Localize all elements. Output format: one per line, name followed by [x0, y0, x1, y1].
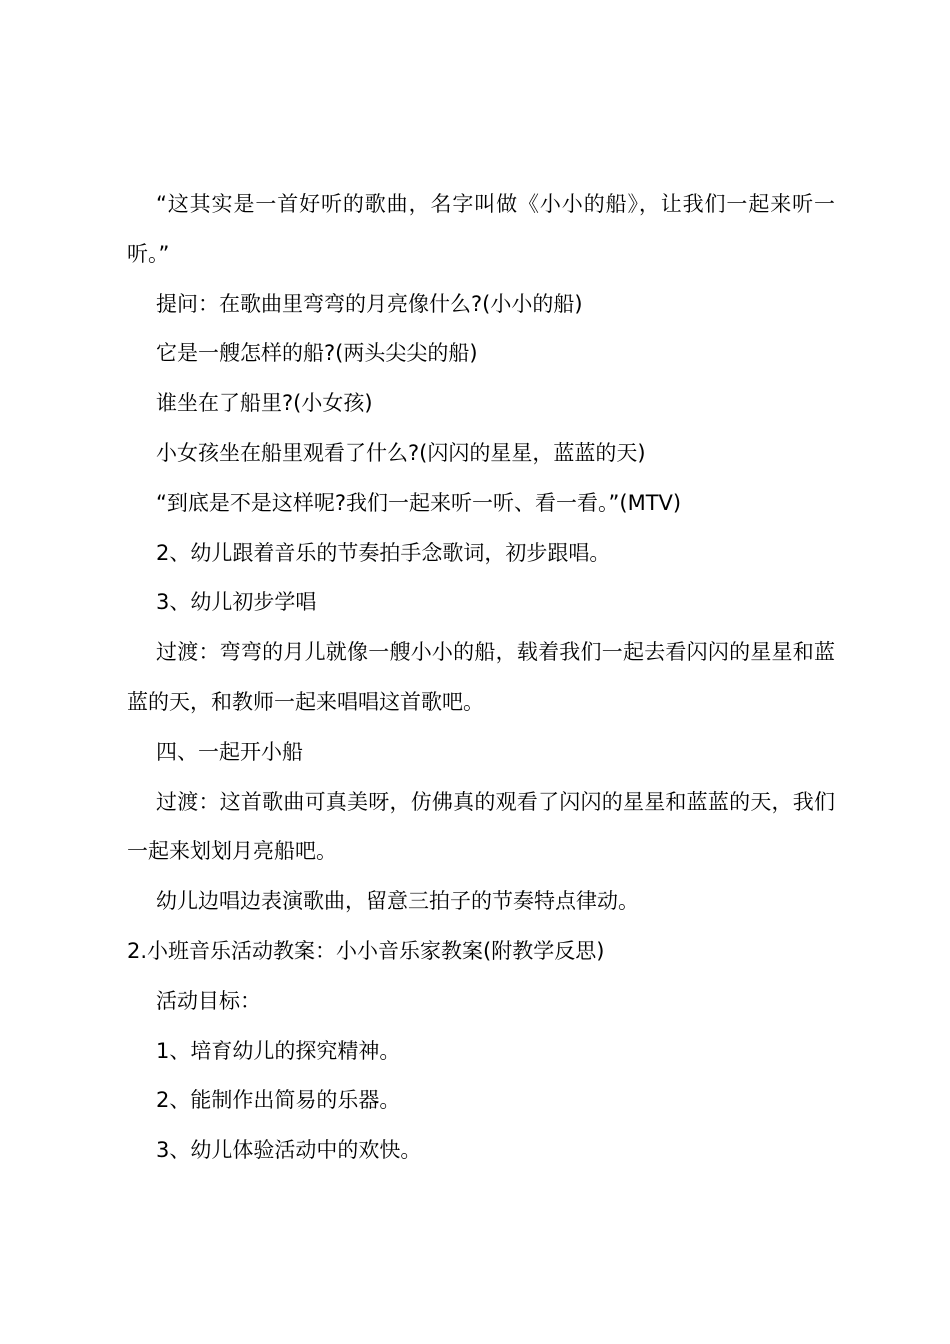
paragraph-goals-label: 活动目标： [156, 988, 261, 1013]
goal-item-1: 1、培育幼儿的探究精神。 [156, 1038, 401, 1063]
paragraph-step-3: 3、幼儿初步学唱 [156, 590, 317, 615]
paragraph-transition-2: 过渡：这首歌曲可真美呀，仿佛真的观看了闪闪的星星和蓝蓝的天，我们一起来划划月亮船吧。 [127, 789, 835, 864]
document-body [127, 180, 835, 1176]
paragraph-mtv: “到底是不是这样呢?我们一起来听一听、看一看。”(MTV) [156, 490, 682, 515]
goal-item-2: 2、能制作出简易的乐器。 [156, 1088, 401, 1113]
goal-item-3: 3、幼儿体验活动中的欢快。 [156, 1138, 422, 1163]
section-heading: 2.小班音乐活动教案：小小音乐家教案(附教学反思) [127, 938, 605, 963]
paragraph-song-intro: “这其实是一首好听的歌曲，名字叫做《小小的船》，让我们一起来听一听。” [127, 192, 835, 266]
paragraph-transition-1: 过渡：弯弯的月儿就像一艘小小的船，载着我们一起去看闪闪的星星和蓝蓝的天，和教师一起来唱唱这首歌吧。 [127, 640, 835, 714]
paragraph-question-who: 谁坐在了船里?(小女孩) [156, 391, 373, 416]
paragraph-performance: 幼儿边唱边表演歌曲，留意三拍子的节奏特点律动。 [156, 889, 639, 914]
paragraph-question-what: 小女孩坐在船里观看了什么?(闪闪的星星，蓝蓝的天) [156, 440, 646, 465]
paragraph-step-2: 2、幼儿跟着音乐的节奏拍手念歌词，初步跟唱。 [156, 540, 611, 565]
paragraph-question-moon: 提问：在歌曲里弯弯的月亮像什么?(小小的船) [156, 291, 583, 316]
paragraph-question-boat: 它是一艘怎样的船?(两头尖尖的船) [156, 341, 478, 366]
paragraph-section-4: 四、一起开小船 [156, 739, 303, 764]
